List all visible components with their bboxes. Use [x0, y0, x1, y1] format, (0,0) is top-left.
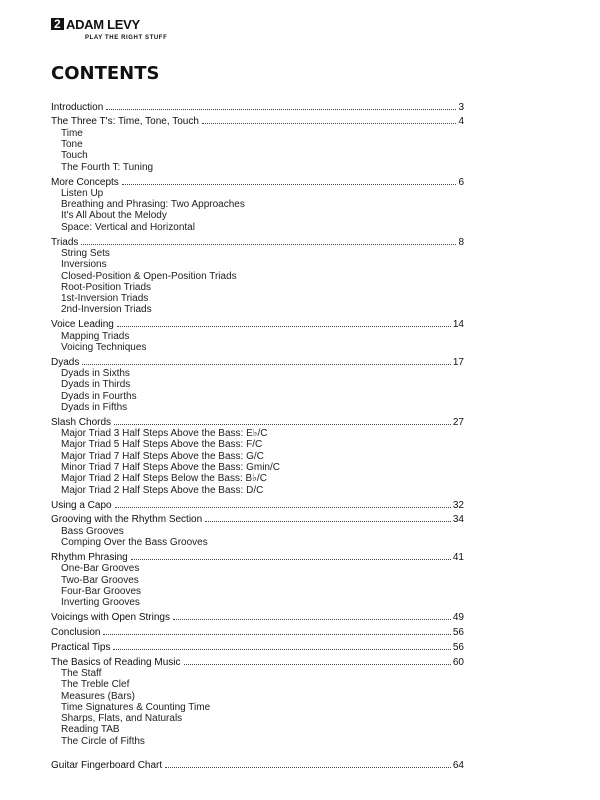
toc-entry-label: Using a Capo: [51, 499, 112, 511]
toc-page-number: 56: [452, 641, 464, 653]
toc-page-number: 6: [458, 176, 464, 188]
toc-subentry[interactable]: Major Triad 7 Half Steps Above the Bass: G/C: [61, 450, 264, 462]
book-subtitle: PLAY THE RIGHT STUFF: [85, 35, 168, 41]
toc-subentry[interactable]: Closed-Position & Open-Position Triads: [61, 270, 237, 282]
toc-subentry[interactable]: Touch: [61, 150, 88, 162]
toc-subentry[interactable]: Major Triad 5 Half Steps Above the Bass: F/C: [61, 439, 263, 451]
author-name: ADAM LEVY: [66, 17, 140, 32]
dot-leader: [106, 101, 456, 110]
dot-leader: [165, 759, 451, 768]
toc-subentry[interactable]: The Circle of Fifths: [61, 735, 145, 747]
toc-subentry[interactable]: Inversions: [61, 259, 107, 271]
page-title: CONTENTS: [51, 63, 160, 84]
toc-entry[interactable]: [51, 656, 464, 668]
toc-entry-label: Triads: [51, 236, 79, 248]
toc-entry-label: The Basics of Reading Music: [51, 656, 181, 668]
toc-entry-label: Practical Tips: [51, 641, 111, 653]
toc-page-number: 60: [452, 656, 464, 668]
toc-subentry[interactable]: Mapping Triads: [61, 330, 130, 342]
dot-leader: [205, 513, 451, 522]
toc-entry[interactable]: [51, 499, 464, 511]
dot-leader: [103, 626, 450, 635]
toc-entry-label: Slash Chords: [51, 416, 112, 428]
toc-subentry[interactable]: Tone: [61, 139, 83, 151]
toc-page-number: 56: [452, 626, 464, 638]
toc-entry[interactable]: [51, 759, 464, 771]
toc-page-number: 64: [452, 759, 464, 771]
toc-entry[interactable]: [51, 513, 464, 525]
toc-entry-label: Guitar Fingerboard Chart: [51, 759, 163, 771]
toc-subentry[interactable]: String Sets: [61, 247, 110, 259]
toc-entry[interactable]: [51, 641, 464, 653]
toc-subentry[interactable]: Bass Grooves: [61, 525, 124, 537]
toc-subentry[interactable]: The Treble Clef: [61, 679, 130, 691]
toc-subentry[interactable]: Sharps, Flats, and Naturals: [61, 713, 183, 725]
toc-entry-label: More Concepts: [51, 176, 119, 188]
toc-subentry[interactable]: Dyads in Sixths: [61, 368, 130, 380]
toc-subentry[interactable]: Voicing Techniques: [61, 341, 147, 353]
toc-page-number: 49: [452, 612, 464, 623]
toc-subentry[interactable]: Minor Triad 7 Half Steps Above the Bass: Gmin/C: [61, 462, 280, 474]
toc-entry-label: Voice Leading: [51, 319, 114, 331]
toc-page-number: 32: [452, 499, 464, 511]
toc-subentry[interactable]: It's All About the Melody: [61, 210, 167, 222]
toc-subentry[interactable]: Four-Bar Grooves: [61, 585, 142, 597]
toc-entry[interactable]: [51, 236, 464, 248]
dot-leader: [113, 641, 450, 650]
toc-subentry[interactable]: Dyads in Fifths: [61, 401, 128, 413]
toc-entry-label: The Three T's: Time, Tone, Touch: [51, 116, 199, 128]
toc-entry[interactable]: [51, 416, 464, 428]
dot-leader: [202, 115, 457, 124]
toc-page-number: 14: [452, 319, 464, 331]
toc-subentry[interactable]: Root-Position Triads: [61, 281, 152, 293]
dot-leader: [117, 318, 451, 327]
toc-page-number: 41: [452, 551, 464, 563]
toc-entry[interactable]: [51, 318, 464, 330]
toc-subentry[interactable]: Listen Up: [61, 187, 104, 199]
toc-subentry[interactable]: Reading TAB: [61, 724, 120, 736]
toc-subentry[interactable]: Space: Vertical and Horizontal: [61, 221, 195, 233]
toc-subentry[interactable]: One-Bar Grooves: [61, 563, 140, 575]
toc-entry-label: Dyads: [51, 356, 80, 368]
toc-entry[interactable]: [51, 611, 464, 623]
dot-leader: [114, 416, 451, 425]
toc-entry-label: Introduction: [51, 101, 104, 113]
dot-leader: [184, 656, 451, 665]
toc-subentry[interactable]: Comping Over the Bass Grooves: [61, 537, 208, 549]
toc-subentry[interactable]: Major Triad 2 Half Steps Above the Bass: D/C: [61, 484, 264, 496]
toc-page-number: 4: [458, 116, 464, 128]
toc-subentry[interactable]: Dyads in Fourths: [61, 390, 137, 402]
dot-leader: [82, 356, 451, 365]
toc-page-number: 34: [452, 514, 464, 526]
toc-entry-label: Voicings with Open Strings: [51, 612, 170, 623]
toc-subentry[interactable]: Measures (Bars): [61, 690, 135, 702]
toc-subentry[interactable]: The Fourth T: Tuning: [61, 161, 154, 173]
toc-page-number: 3: [458, 101, 464, 113]
toc-page-number: 17: [452, 356, 464, 368]
dot-leader: [173, 611, 451, 620]
book-header: [51, 18, 211, 50]
toc-entry[interactable]: [51, 356, 464, 368]
dot-leader: [81, 236, 456, 245]
toc-entry-label: Grooving with the Rhythm Section: [51, 514, 203, 526]
toc-entry-label: Rhythm Phrasing: [51, 551, 128, 563]
toc-entry[interactable]: [51, 626, 464, 638]
toc-subentry[interactable]: Two-Bar Grooves: [61, 574, 139, 586]
toc-subentry[interactable]: Major Triad 3 Half Steps Above the Bass: E♭/C: [61, 428, 268, 440]
toc-entry[interactable]: [51, 551, 464, 563]
toc-subentry[interactable]: Time Signatures & Counting Time: [61, 701, 211, 713]
toc-page-number: 27: [452, 416, 464, 428]
toc-subentry[interactable]: 1st-Inversion Triads: [61, 293, 149, 305]
toc-subentry[interactable]: Major Triad 2 Half Steps Below the Bass: B♭/C: [61, 473, 267, 485]
toc-subentry[interactable]: Breathing and Phrasing: Two Approaches: [61, 199, 245, 211]
toc-subentry[interactable]: 2nd-Inversion Triads: [61, 304, 152, 316]
toc-subentry[interactable]: Inverting Grooves: [61, 597, 140, 609]
dot-leader: [115, 499, 451, 508]
toc-entry-label: Conclusion: [51, 626, 101, 638]
toc-subentry[interactable]: Time: [61, 127, 83, 139]
toc-page-number: 8: [458, 236, 464, 248]
dot-leader: [122, 176, 457, 185]
table-of-contents: [51, 98, 464, 771]
toc-entry[interactable]: [51, 176, 464, 188]
spacer: [51, 747, 464, 756]
toc-subentry[interactable]: The Staff: [61, 667, 102, 679]
toc-entry[interactable]: [51, 115, 464, 127]
toc-entry[interactable]: [51, 101, 464, 113]
dot-leader: [131, 551, 451, 560]
page-number-badge: 2: [51, 18, 64, 30]
toc-subentry[interactable]: Dyads in Thirds: [61, 379, 131, 391]
